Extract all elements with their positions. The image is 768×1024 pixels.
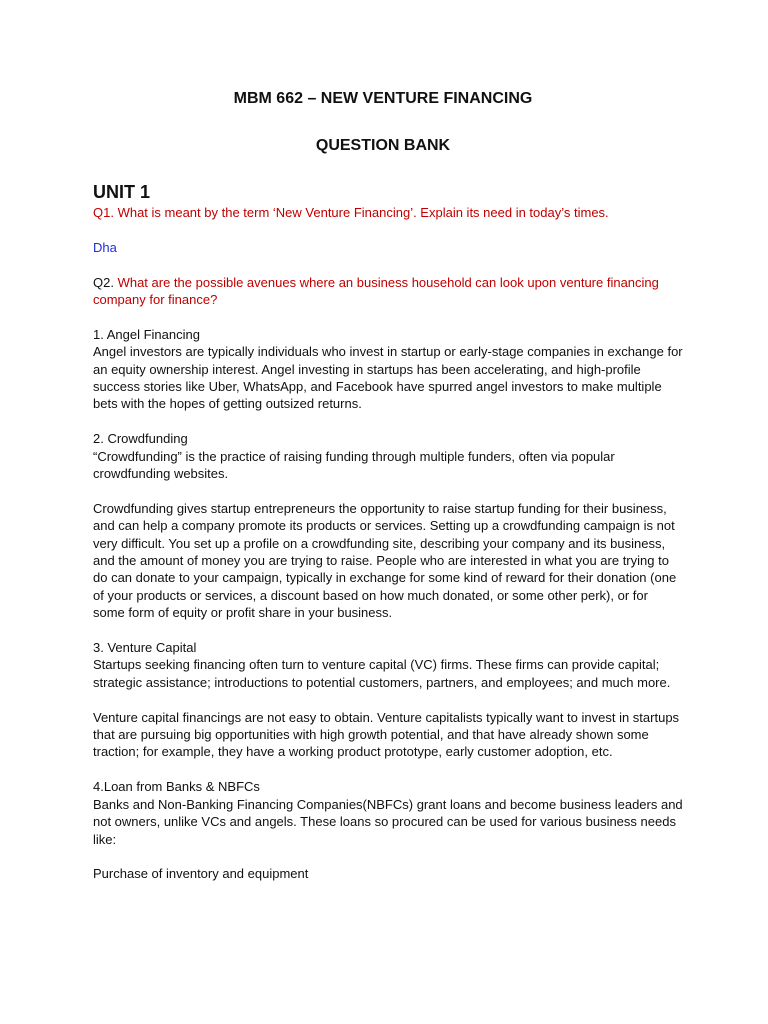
paragraph: “Crowdfunding” is the practice of raising funding through multiple funders, often via popular crowdfunding websites. [93, 448, 615, 482]
paragraph: Crowdfunding gives startup entrepreneurs the opportunity to raise startup funding for their business, and can help a company promote its products or services. Setting up a crowdfunding campaign is not very difficult. You set up a profile on a crowdfunding site, describing your company and its business, and the amount of money you are trying to raise. People who are interested in what you are trying to do can donate to your campaign, typically in exchange for some kind of reward for their donation (one of your products or services, a discount based on how much donated, or some other perk), or for some form of equity or profit share in your business. [93, 500, 677, 621]
paragraph: Startups seeking financing often turn to venture capital (VC) firms. These firms can provide capital; strategic assistance; introductions to potential customers, partners, and employees; and much more. [93, 657, 671, 690]
section-angel-financing [93, 326, 683, 413]
paragraph: Venture capital financings are not easy to obtain. Venture capitalists typically want to invest in startups that are pursuing big opportunities with high growth potential, and that have already shown some traction; for example, they have a working product prototype, early customer adoption, etc. [93, 709, 680, 760]
document-body [93, 204, 683, 900]
question-2-prefix: Q2. [93, 274, 118, 290]
list-item: Purchase of inventory and equipment [93, 866, 309, 882]
section-heading: 4.Loan from Banks & NBFCs [93, 779, 260, 795]
question-1: Q1. What is meant by the term ‘New Venture Financing’. Explain its need in today’s times. [93, 205, 609, 220]
question-2-text: What are the possible avenues where an business household can look upon venture financing company for finance? [93, 274, 659, 307]
document-page [93, 0, 683, 1024]
paragraph: Banks and Non-Banking Financing Companies(NBFCs) grant loans and become business leaders and not owners, unlike VCs and angels. These loans so procured can be used for various business needs like: [93, 796, 683, 847]
section-heading: 2. Crowdfunding [93, 431, 188, 447]
section-venture-capital [93, 639, 683, 761]
section-crowdfunding [93, 430, 683, 621]
paragraph: Angel investors are typically individuals who invest in startup or early-stage companies in exchange for an equity ownership interest. Angel investing in startups has been accelerating, and high-profile success stories like Uber, WhatsApp, and Facebook have spurred angel investors to make multiple bets with the hopes of getting outsized returns. [93, 344, 683, 412]
section-heading: 3. Venture Capital [93, 640, 197, 656]
question-1-answer: Dha [93, 239, 117, 255]
section-loan-banks-nbfcs [93, 778, 683, 882]
unit-heading: UNIT 1 [93, 182, 151, 202]
question-2 [93, 274, 683, 309]
document-title: MBM 662 – NEW VENTURE FINANCING [233, 90, 533, 107]
section-heading: 1. Angel Financing [93, 326, 200, 342]
document-subtitle: QUESTION BANK [315, 137, 451, 154]
